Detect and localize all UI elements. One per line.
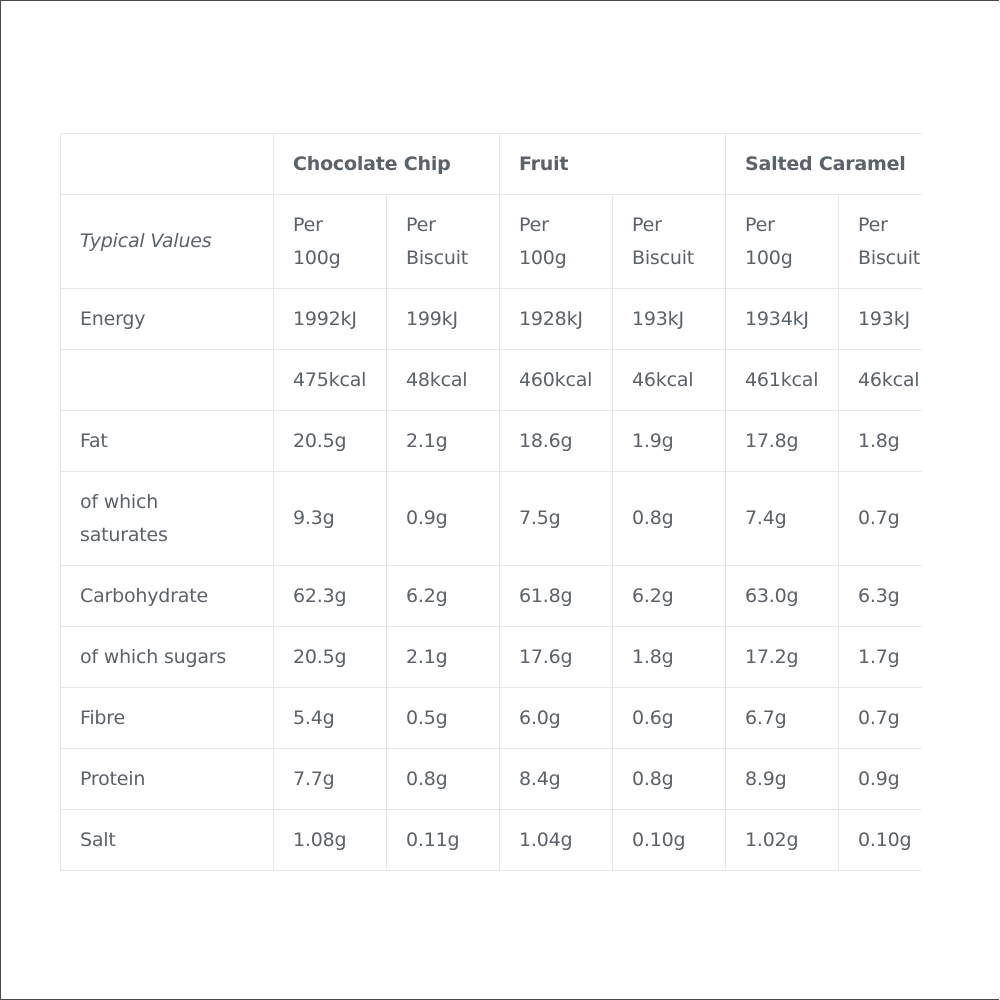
nutrient-value: 6.0g <box>519 707 561 729</box>
table-row <box>61 350 923 411</box>
nutrient-value: 1934kJ <box>745 308 809 330</box>
nutrient-value: 63.0g <box>745 585 799 607</box>
product-name: Chocolate Chip <box>293 153 451 175</box>
nutrient-value: 0.10g <box>632 829 686 851</box>
nutrient-value: 20.5g <box>293 430 347 452</box>
nutrient-value: 20.5g <box>293 646 347 668</box>
nutrient-value: 6.2g <box>406 585 448 607</box>
nutrient-value-cell <box>500 810 613 871</box>
nutrient-value-cell <box>726 411 839 472</box>
nutrient-value: 1.8g <box>858 430 900 452</box>
serving-label-line1: Per <box>858 213 888 236</box>
serving-column-header <box>613 195 726 289</box>
table-row <box>61 411 923 472</box>
nutrient-value-cell <box>613 289 726 350</box>
nutrient-value: 461kcal <box>745 369 819 391</box>
nutrient-value: 0.11g <box>406 829 460 851</box>
serving-label-line2: 100g <box>293 246 341 269</box>
serving-label-line1: Per <box>293 213 323 236</box>
nutrient-label-cell <box>61 411 274 472</box>
nutrient-value-cell <box>613 472 726 566</box>
nutrient-value: 48kcal <box>406 369 468 391</box>
nutrient-value-cell <box>839 749 922 810</box>
serving-label-line2: 100g <box>745 246 793 269</box>
serving-label-line2: Biscuit <box>858 246 921 269</box>
nutrient-value-cell <box>613 749 726 810</box>
nutrient-label-cell <box>61 472 274 566</box>
nutrient-value-cell <box>500 411 613 472</box>
nutrient-value: 0.8g <box>406 768 448 790</box>
nutrient-value: 0.9g <box>858 768 900 790</box>
nutrient-value-cell <box>839 627 922 688</box>
nutrient-value: 62.3g <box>293 585 347 607</box>
nutrient-value: 61.8g <box>519 585 573 607</box>
header-empty-cell <box>61 134 274 195</box>
nutrient-value: 0.7g <box>858 507 900 529</box>
nutrient-value: 0.5g <box>406 707 448 729</box>
nutrient-value-cell <box>726 627 839 688</box>
nutrient-value: 1.7g <box>858 646 900 668</box>
nutrient-value-cell <box>726 289 839 350</box>
nutrient-value: 2.1g <box>406 646 448 668</box>
nutrient-value: 0.9g <box>406 507 448 529</box>
nutrient-value: 8.9g <box>745 768 787 790</box>
nutrient-label: Protein <box>80 768 146 790</box>
nutrient-value-cell <box>500 566 613 627</box>
nutrient-value-cell <box>839 810 922 871</box>
nutrient-value: 8.4g <box>519 768 561 790</box>
table-row <box>61 289 923 350</box>
nutrient-label: Salt <box>80 829 116 851</box>
nutrient-label-cell <box>61 688 274 749</box>
nutrient-value: 7.5g <box>519 507 561 529</box>
product-name-cell <box>274 134 500 195</box>
table-row <box>61 810 923 871</box>
serving-column-header <box>500 195 613 289</box>
nutrient-value: 199kJ <box>406 308 458 330</box>
nutrient-value: 475kcal <box>293 369 367 391</box>
nutrient-label-line2: saturates <box>80 523 168 546</box>
nutrient-value: 17.2g <box>745 646 799 668</box>
nutrient-value-cell <box>839 411 922 472</box>
nutrient-value: 1992kJ <box>293 308 357 330</box>
serving-column-header <box>274 195 387 289</box>
serving-column-header <box>726 195 839 289</box>
typical-values-cell <box>61 195 274 289</box>
nutrient-value: 7.4g <box>745 507 787 529</box>
nutrient-label-cell <box>61 289 274 350</box>
nutrient-value-cell <box>387 472 500 566</box>
serving-label-line1: Per <box>519 213 549 236</box>
nutrient-value: 17.6g <box>519 646 573 668</box>
serving-column-header <box>839 195 922 289</box>
nutrient-value: 0.6g <box>632 707 674 729</box>
serving-header-row <box>61 195 923 289</box>
nutrient-value-cell <box>613 566 726 627</box>
nutrient-value: 46kcal <box>858 369 920 391</box>
serving-label-line2: Biscuit <box>632 246 695 269</box>
nutrient-value: 2.1g <box>406 430 448 452</box>
nutrient-value-cell <box>387 411 500 472</box>
nutrient-value-cell <box>613 411 726 472</box>
table-row <box>61 566 923 627</box>
serving-label-line1: Per <box>632 213 662 236</box>
nutrient-value-cell <box>613 350 726 411</box>
nutrient-value-cell <box>387 688 500 749</box>
nutrient-value: 1.02g <box>745 829 799 851</box>
nutrient-value: 193kJ <box>632 308 684 330</box>
nutrient-label: Fat <box>80 430 108 452</box>
nutrient-value-cell <box>387 566 500 627</box>
nutrient-label-cell <box>61 810 274 871</box>
nutrient-value-cell <box>839 350 922 411</box>
nutrient-value-cell <box>839 688 922 749</box>
nutrient-value-cell <box>274 472 387 566</box>
nutrient-label-cell <box>61 566 274 627</box>
nutrient-value-cell <box>274 289 387 350</box>
nutrient-value-cell <box>726 566 839 627</box>
nutrient-value-cell <box>500 472 613 566</box>
nutrient-value-cell <box>613 627 726 688</box>
nutrient-value: 9.3g <box>293 507 335 529</box>
nutrient-label-cell <box>61 350 274 411</box>
table-row <box>61 627 923 688</box>
nutrient-value-cell <box>274 627 387 688</box>
nutrient-value-cell <box>726 472 839 566</box>
table-row <box>61 749 923 810</box>
nutrient-value-cell <box>500 289 613 350</box>
nutrient-value: 5.4g <box>293 707 335 729</box>
nutrient-value: 1928kJ <box>519 308 583 330</box>
nutrient-value-cell <box>274 749 387 810</box>
nutrient-value-cell <box>274 810 387 871</box>
product-header-row <box>61 134 923 195</box>
nutrient-label: Fibre <box>80 707 125 729</box>
nutrition-table <box>60 133 922 871</box>
nutrient-label: of which sugars <box>80 646 227 668</box>
nutrient-value-cell <box>274 566 387 627</box>
serving-label-line1: Per <box>406 213 436 236</box>
nutrient-value-cell <box>387 810 500 871</box>
nutrient-value-cell <box>726 810 839 871</box>
nutrient-value: 460kcal <box>519 369 593 391</box>
serving-label-line2: 100g <box>519 246 567 269</box>
nutrient-value: 46kcal <box>632 369 694 391</box>
nutrient-value-cell <box>500 749 613 810</box>
nutrient-value: 0.10g <box>858 829 912 851</box>
nutrient-label-cell <box>61 627 274 688</box>
nutrient-value: 18.6g <box>519 430 573 452</box>
nutrient-value: 1.04g <box>519 829 573 851</box>
nutrient-value-cell <box>274 350 387 411</box>
nutrient-value-cell <box>387 749 500 810</box>
serving-label-line2: Biscuit <box>406 246 469 269</box>
nutrient-value-cell <box>500 627 613 688</box>
nutrient-value: 1.9g <box>632 430 674 452</box>
nutrient-value: 7.7g <box>293 768 335 790</box>
nutrient-label-cell <box>61 749 274 810</box>
table-row <box>61 688 923 749</box>
typical-values-label: Typical Values <box>80 230 212 252</box>
nutrient-value-cell <box>274 411 387 472</box>
nutrient-value-cell <box>726 749 839 810</box>
nutrient-label: of which <box>80 490 159 513</box>
product-name-cell <box>500 134 726 195</box>
nutrient-value-cell <box>726 688 839 749</box>
nutrient-value: 0.7g <box>858 707 900 729</box>
nutrient-value: 1.08g <box>293 829 347 851</box>
nutrient-value-cell <box>500 350 613 411</box>
table-row <box>61 472 923 566</box>
nutrient-value-cell <box>387 627 500 688</box>
nutrient-value-cell <box>274 688 387 749</box>
nutrient-value: 6.7g <box>745 707 787 729</box>
nutrition-table-container[interactable] <box>60 133 922 871</box>
nutrient-value: 0.8g <box>632 507 674 529</box>
nutrient-value: 193kJ <box>858 308 910 330</box>
nutrient-value: 6.2g <box>632 585 674 607</box>
serving-label-line1: Per <box>745 213 775 236</box>
nutrient-value: 0.8g <box>632 768 674 790</box>
nutrient-value-cell <box>387 350 500 411</box>
product-name: Fruit <box>519 153 569 175</box>
nutrient-value-cell <box>726 350 839 411</box>
nutrient-value-cell <box>500 688 613 749</box>
nutrient-value: 6.3g <box>858 585 900 607</box>
product-name: Salted Caramel <box>745 153 906 175</box>
nutrient-value-cell <box>839 289 922 350</box>
nutrient-value: 1.8g <box>632 646 674 668</box>
nutrient-value: 17.8g <box>745 430 799 452</box>
nutrient-value-cell <box>839 566 922 627</box>
nutrient-value-cell <box>387 289 500 350</box>
nutrient-label: Energy <box>80 308 146 330</box>
nutrient-value-cell <box>613 810 726 871</box>
nutrient-value-cell <box>613 688 726 749</box>
nutrient-value-cell <box>839 472 922 566</box>
serving-column-header <box>387 195 500 289</box>
nutrient-label: Carbohydrate <box>80 585 208 607</box>
product-name-cell <box>726 134 922 195</box>
